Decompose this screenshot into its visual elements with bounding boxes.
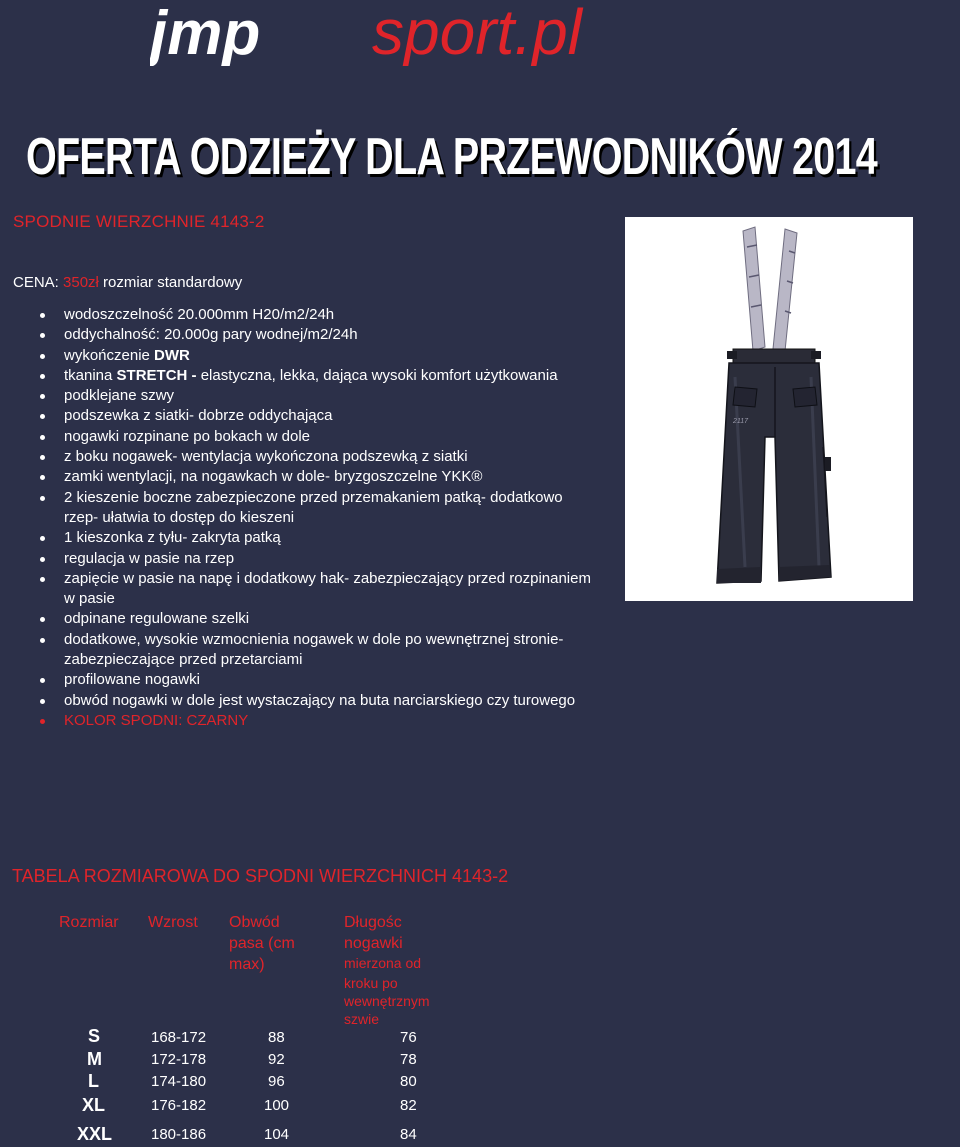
feature-text: regulacja w pasie na rzep — [64, 549, 235, 567]
feature-item-color — [40, 711, 650, 731]
svg-text:2117: 2117 — [733, 418, 749, 425]
feature-item — [40, 427, 650, 447]
header-length-note1: mierzona od — [344, 955, 422, 971]
feature-item — [40, 346, 650, 366]
feature-item — [40, 366, 650, 386]
row-length: 82 — [400, 1097, 417, 1114]
feature-text: obwód nogawki w dole jest wystaczający na buta narciarskiego czy turowego — [64, 691, 576, 709]
header-waist-line1: Obwód — [229, 914, 280, 931]
header-length-note2: kroku po — [344, 975, 398, 991]
feature-item — [40, 325, 650, 345]
row-length: 84 — [400, 1126, 417, 1143]
feature-item — [40, 488, 650, 529]
row-size: XXL — [77, 1124, 113, 1144]
header-size: Rozmiar — [59, 914, 119, 931]
product-title: SPODNIE WIERZCHNIE 4143-2 — [13, 212, 265, 231]
feature-bold-text: STRETCH - — [116, 366, 197, 384]
offer-banner-title: OFERTA ODZIEŻY DLA PRZEWODNIKÓW 2014 — [26, 128, 877, 186]
feature-item — [40, 467, 650, 487]
feature-item — [40, 670, 650, 690]
feature-item — [40, 305, 650, 325]
header-length-note3: wewnętrznym — [344, 993, 430, 1009]
price-label: CENA: — [13, 274, 59, 291]
feature-text: tkanina — [64, 366, 117, 384]
row-height: 180-186 — [151, 1126, 207, 1143]
header-length-line2: nogawki — [344, 935, 403, 952]
row-size: L — [88, 1071, 99, 1091]
feature-text: z boku nogawek- wentylacja wykończona podszewką z siatki — [64, 448, 468, 466]
row-size: M — [87, 1049, 102, 1069]
logo-part-jmp: jmp — [150, 4, 261, 66]
row-waist: 88 — [268, 1029, 285, 1046]
feature-item — [40, 406, 650, 426]
logo-graphic — [150, 4, 800, 66]
feature-text: zamki wentylacji, na nogawkach w dole- bryzgoszczelne YKK® — [64, 468, 483, 486]
feature-text: wodoszczelność 20.000mm H20/m2/24h — [64, 306, 335, 323]
feature-text: wykończenie — [64, 346, 155, 364]
feature-item — [40, 528, 650, 548]
feature-text: nogawki rozpinane po bokach w dole — [64, 427, 310, 445]
pants-product-photo — [625, 217, 913, 601]
feature-text: 1 kieszonka z tyłu- zakryta patką — [64, 529, 281, 547]
row-size: XL — [82, 1095, 106, 1115]
row-length: 78 — [400, 1051, 417, 1068]
feature-list — [40, 305, 650, 731]
header-waist-line3: max) — [229, 956, 265, 973]
pants-illustration — [625, 217, 913, 601]
header-waist-line2: pasa (cm — [229, 935, 295, 952]
feature-text: profilowane nogawki — [64, 671, 200, 689]
jmpsport-logo — [150, 4, 800, 66]
row-height: 168-172 — [151, 1029, 207, 1046]
header-length-note4: szwie — [344, 1011, 380, 1027]
logo-part-sport: sport.pl — [372, 4, 582, 66]
price-note: rozmiar standardowy — [103, 274, 243, 291]
row-waist: 100 — [264, 1097, 290, 1114]
feature-item — [40, 549, 650, 569]
feature-text: elastyczna, lekka, dająca wysoki komfort użytkowania — [196, 366, 558, 384]
feature-item — [40, 386, 650, 406]
feature-text: podklejane szwy — [64, 387, 175, 405]
feature-text-continuation: w pasie — [64, 590, 115, 608]
feature-text: odpinane regulowane szelki — [64, 610, 250, 628]
row-waist: 92 — [268, 1051, 285, 1068]
row-height: 176-182 — [151, 1097, 207, 1114]
feature-item — [40, 609, 650, 629]
feature-text: dodatkowe, wysokie wzmocnienia nogawek w dole po wewnętrznej stronie- — [64, 630, 564, 648]
feature-item — [40, 691, 650, 711]
row-length: 80 — [400, 1073, 417, 1090]
row-length: 76 — [400, 1029, 417, 1046]
feature-text-continuation: zabezpieczające przed przetarciami — [64, 651, 303, 669]
feature-item — [40, 630, 650, 671]
feature-text-continuation: rzep- ułatwia to dostęp do kieszeni — [64, 508, 295, 526]
price-line — [13, 274, 242, 291]
row-waist: 104 — [264, 1126, 290, 1143]
price-value: 350zł — [63, 274, 99, 291]
size-table-title: TABELA ROZMIAROWA DO SPODNI WIERZCHNICH 4143-2 — [12, 866, 509, 886]
feature-text: podszewka z siatki- dobrze oddychająca — [64, 407, 333, 425]
feature-text: oddychalność: 20.000g pary wodnej/m2/24h — [64, 326, 358, 344]
row-height: 174-180 — [151, 1073, 207, 1090]
feature-item — [40, 569, 650, 610]
row-size: S — [88, 1026, 101, 1046]
row-waist: 96 — [268, 1073, 285, 1090]
feature-item — [40, 447, 650, 467]
feature-text: zapięcie w pasie na napę i dodatkowy hak- zabezpieczający przed rozpinaniem — [64, 569, 591, 587]
header-length-line1: Długośc — [344, 914, 402, 931]
feature-text: KOLOR SPODNI: CZARNY — [64, 711, 249, 729]
row-height: 172-178 — [151, 1051, 207, 1068]
header-height: Wzrost — [148, 914, 198, 931]
feature-text: 2 kieszenie boczne zabezpieczone przed przemakaniem patką- dodatkowo — [64, 488, 563, 506]
feature-bold-text: DWR — [154, 346, 190, 364]
